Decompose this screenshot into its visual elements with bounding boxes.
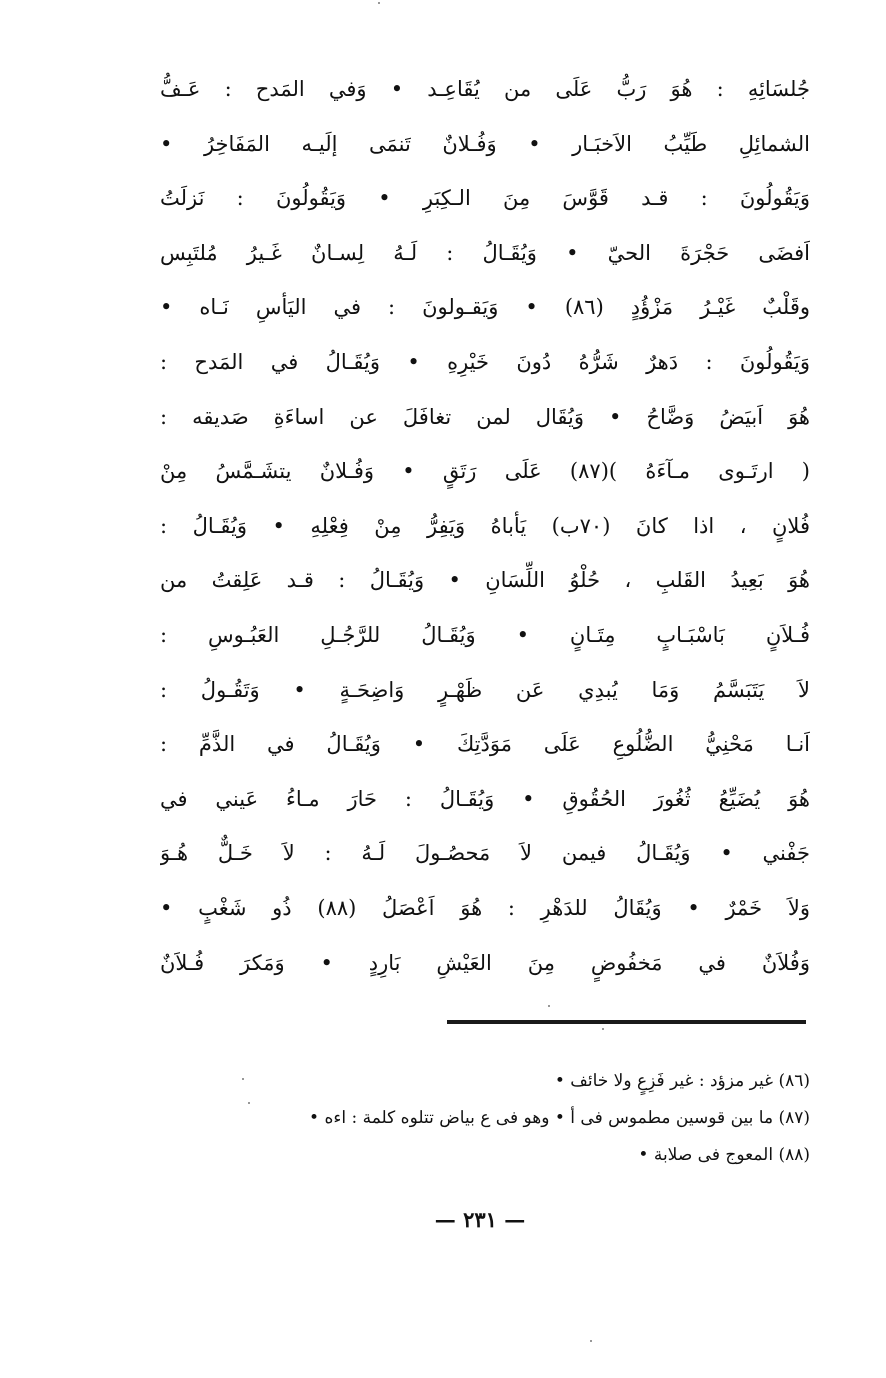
text-line: وَيَقُولُونَ : قـد قَوَّسَ مِنَ الـكِبَرِ • وَيَقُولُونَ : نَزلَتُ [160,186,810,211]
scan-speck [378,2,380,4]
text-line: اَفضَى حَجْرَةَ الحيّ • وَيُقَـالُ : لَـهُ لِسـانٌ غَـيرُ مُلتَبِس [160,240,810,265]
footnote-separator-rule [447,1020,806,1024]
text-line: وَلاَ خَمْرٌ • وَيُقَالُ للدَهْرِ : هُوَ اَعْصَلُ (٨٨) ذُو شَغْبٍ • [160,895,810,920]
text-line: هُوَ اَبيَضُ وَضَّاحُ • وَيُقَال لمن تغافَلَ عن اساءَةِ صَديقه : [160,404,810,429]
footnotes-block [150,1063,810,1174]
text-line: الشمائِلِ طَيِّبُ الاَخبَـار • وَفُـلانٌ تَنمَى إلَيـه المَفَاخِرُ • [160,131,810,156]
text-line: هُوَ بَعِيدُ القَلبِ ، حُلْوُ اللِّسَانِ • وَيُقَـالُ : قـد عَلِقتُ من [160,568,810,593]
text-line: وقَلْبٌ غَيْـرُ مَزْؤُدٍ (٨٦) • وَيَقـولونَ : في اليَأسِ نَـاه • [160,295,810,320]
footnote: (٨٦) غير مزؤد : غير فَزِعٍ ولا خائف • [554,1071,810,1091]
text-line: ( ارتَـوى مـآءَهُ )(٨٧) عَلَى رَتَقٍ • وَفُـلانٌ يتشَـمَّسُ مِنْ [160,459,810,484]
text-line: جَفْني • وَيُقَـالُ فيمن لاَ مَحصُـولَ لَـهُ : لاَ خَـلٌّ هُـوَ [160,841,810,866]
main-text-block [160,62,810,990]
text-line: لاَ يَتَبَسَّمُ وَمَا يُبدِي عَن ظَهْـرٍ وَاضِحَـةٍ • وَتَقُـولُ : [160,677,810,702]
text-line: فُلانٍ ، اذا كانَ (٧٠ب) يَأباهُ وَيَفِرُّ مِنْ فِعْلِهِ • وَيُقَـالُ : [160,513,810,538]
scan-speck [590,1340,592,1342]
footnote: (٨٨) المعوج فى صلابة • [638,1145,810,1165]
scan-speck [602,1028,604,1030]
text-line: هُوَ يُضَيِّعُ ثُغُورَ الحُقُوقِ • وَيُقَـالُ : حَارَ مـاءُ عَيني في [160,786,810,811]
text-line: وَفُلاَنٌ في مَخفُوضٍ مِنَ العَيْشِ بَارِدٍ • وَمَكرَ فُـلاَنٌ [160,950,810,975]
scan-speck [548,1005,550,1007]
text-line: جُلسَائِهِ : هُوَ رَبُّ عَلَى من يُقَاعِـد • وَفي المَدح : عَـفُّ [160,77,810,101]
text-line: وَيَقُولُونَ : دَهرٌ شَرُّهُ دُونَ خَيْرِهِ • وَيُقَـالُ في المَدح : [160,349,810,374]
scan-speck [248,1102,250,1104]
text-line: اَنـا مَحْنِيُّ الضُّلُوعِ عَلَى مَوَدَّتِكَ • وَيُقَـالُ في الذَّمِّ : [160,732,810,757]
text-line: فُـلاَنٍ بَاسْبَـابٍ مِتَـانٍ • وَيُقَـالُ للرَّجُـلِ العَبُـوسِ : [160,622,810,647]
page-number: — ٢٣١ — [434,1207,526,1232]
footnote: (٨٧) ما بين قوسين مطموس فى أ • وهو فى ع بياض تتلوه كلمة : اءه • [309,1108,810,1128]
scan-speck [242,1078,244,1080]
